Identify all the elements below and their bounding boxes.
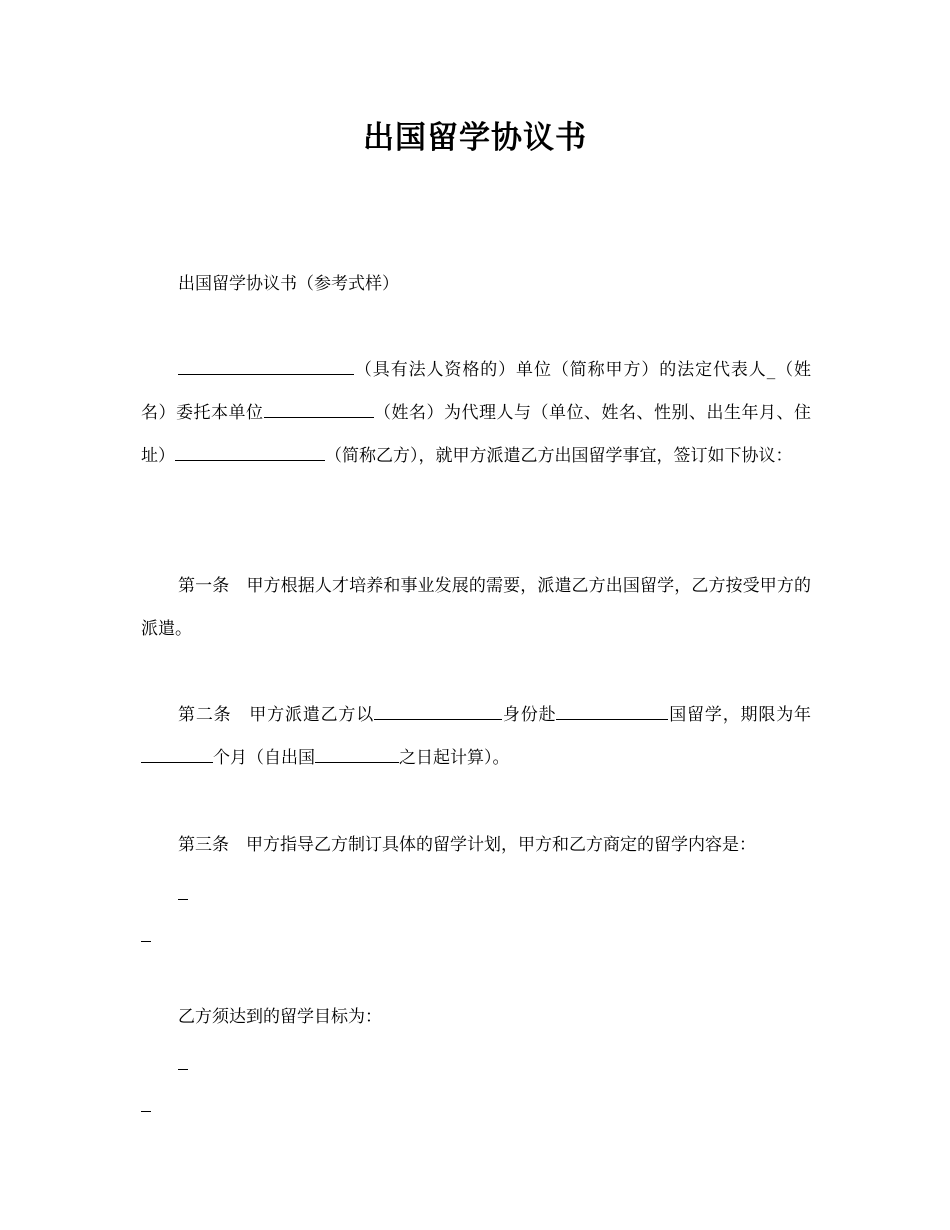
goal-heading: 乙方须达到的留学目标为： xyxy=(178,1007,382,1027)
preamble-text-4: （简称乙方），就甲方派遣乙方出国留学事宜，签订如下协议： xyxy=(325,446,793,466)
article-3: 第三条 甲方指导乙方制订具体的留学计划，甲方和乙方商定的留学内容是： xyxy=(178,835,756,855)
preamble-text-1: （具有法人资格的）单位（简称甲方）的法定代表人_ xyxy=(354,360,776,380)
blank-line-mark xyxy=(178,1069,188,1070)
preamble-paragraph xyxy=(141,349,811,478)
blank-months xyxy=(141,746,213,763)
article-2-text-3: 国留学，期限为年 xyxy=(668,705,812,725)
document-title: 出国留学协议书 xyxy=(363,120,587,156)
article-2-text-5: 之日起计算）。 xyxy=(399,748,510,768)
blank-line-mark xyxy=(141,941,151,942)
article-1: 第一条 甲方根据人才培养和事业发展的需要，派遣乙方出国留学，乙方按受甲方的派遣。 xyxy=(141,576,811,639)
article-2-text-1: 第二条 甲方派遣乙方以 xyxy=(178,705,375,725)
blank-status xyxy=(374,703,502,720)
document-subtitle: 出国留学协议书（参考式样） xyxy=(178,274,399,294)
blank-line-mark xyxy=(141,1111,151,1112)
article-2 xyxy=(141,694,811,780)
blank-party-b xyxy=(175,444,325,461)
article-2-text-4: 个月（自出国 xyxy=(213,748,315,768)
article-2-text-2: 身份赴 xyxy=(502,705,557,725)
preamble-text-3: （姓名）为代理人与（单位、姓名、性别、出生年月、住址） xyxy=(141,403,811,466)
preamble-text-2: （姓名）委托本单位 xyxy=(141,360,812,423)
blank-country xyxy=(556,703,668,720)
blank-unit xyxy=(178,358,354,375)
blank-date xyxy=(315,746,399,763)
blank-line-mark xyxy=(178,899,188,900)
blank-agent xyxy=(264,401,374,418)
